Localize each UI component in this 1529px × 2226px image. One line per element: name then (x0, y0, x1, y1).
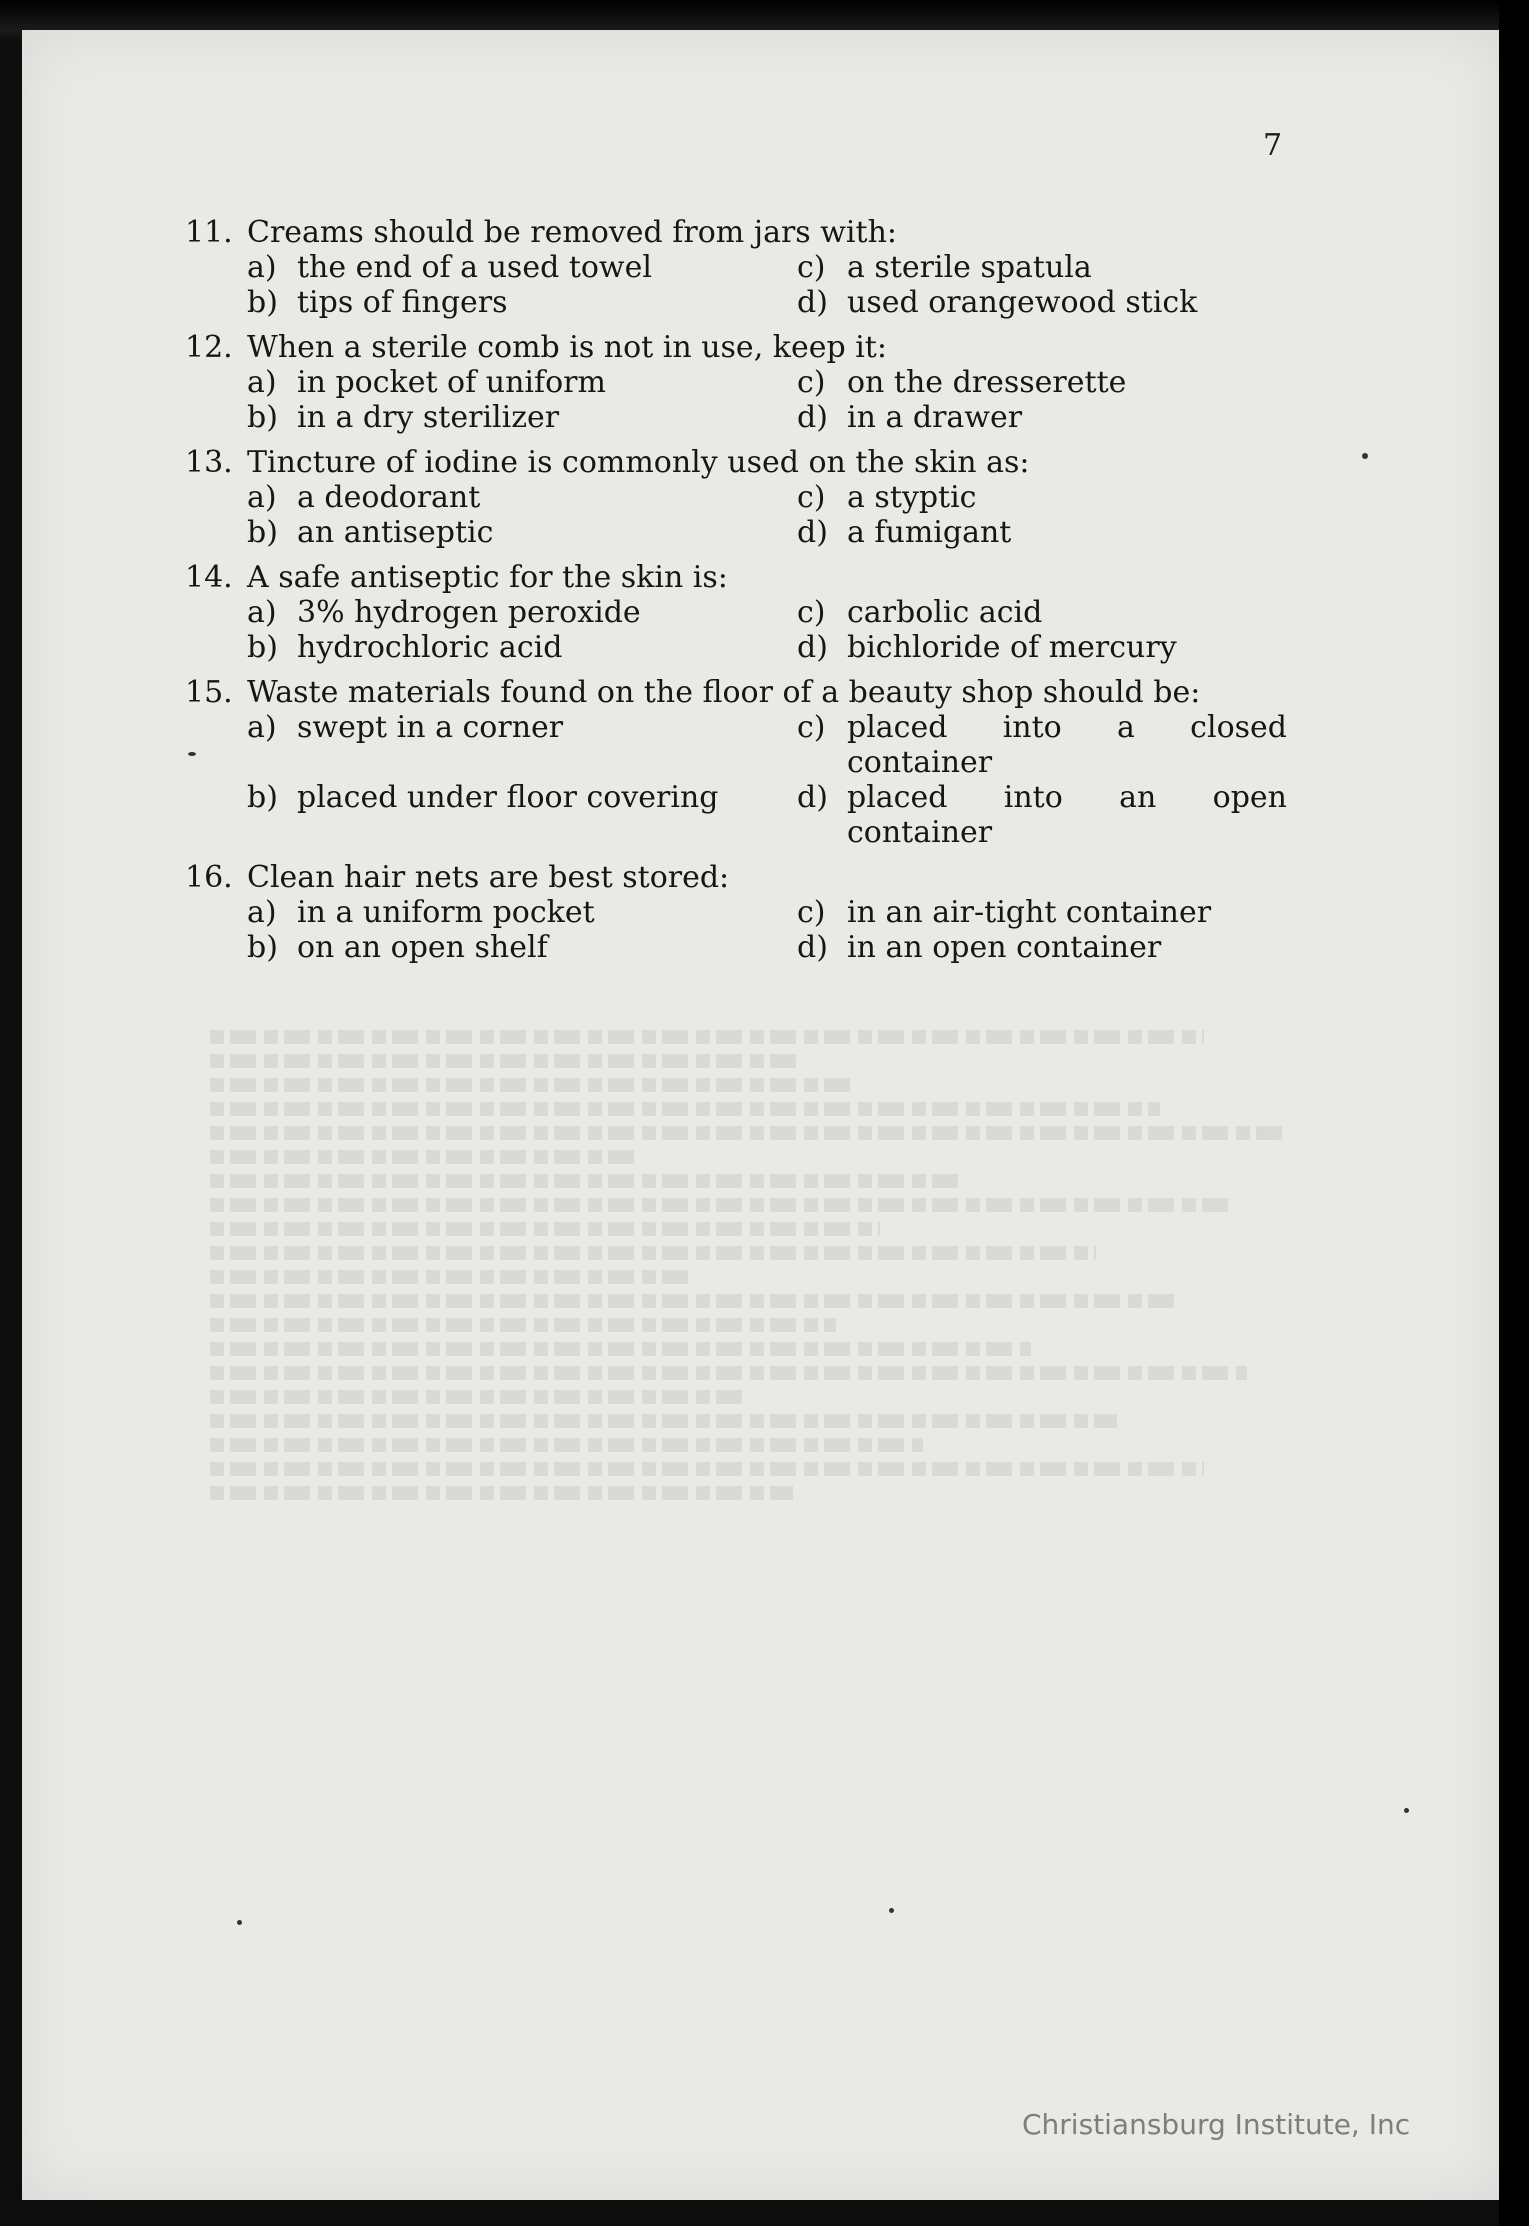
option-text: an antiseptic (297, 515, 494, 550)
option-text: a fumigant (847, 515, 1012, 550)
question-number: 14. (185, 560, 233, 595)
option-letter: b) (247, 930, 278, 965)
option-b (247, 285, 797, 320)
option-text: a deodorant (297, 480, 481, 515)
option-c (797, 895, 1287, 930)
question-stem: When a sterile comb is not in use, keep it: (247, 330, 887, 365)
paper-speck (889, 1908, 894, 1913)
option-d (797, 930, 1287, 965)
option-b (247, 630, 797, 665)
question-15 (185, 675, 1295, 850)
question-number: 13. (185, 445, 233, 480)
option-d (797, 400, 1287, 435)
page-number: 7 (1263, 128, 1283, 163)
option-letter: b) (247, 285, 278, 320)
question-14 (185, 560, 1295, 665)
option-text: in pocket of uniform (297, 365, 606, 400)
option-text: in a uniform pocket (297, 895, 595, 930)
option-letter: d) (797, 515, 828, 550)
option-b (247, 515, 797, 550)
option-letter: c) (797, 365, 826, 400)
option-text: swept in a corner (297, 710, 564, 745)
scan-right-edge (1499, 0, 1529, 2226)
option-letter: a) (247, 480, 277, 515)
option-letter: c) (797, 480, 826, 515)
question-number: 15. (185, 675, 233, 710)
question-stem: Tincture of iodine is commonly used on the skin as: (247, 445, 1030, 480)
option-d (797, 515, 1287, 550)
paper-speck (188, 752, 196, 756)
question-stem: Clean hair nets are best stored: (247, 860, 730, 895)
option-a (247, 365, 797, 400)
option-d (797, 630, 1287, 665)
question-number: 16. (185, 860, 233, 895)
option-text: on an open shelf (297, 930, 548, 965)
option-d (797, 285, 1287, 320)
option-letter: d) (797, 285, 828, 320)
option-letter: a) (247, 365, 277, 400)
option-text: placed into a closed container (847, 710, 1287, 780)
option-text: the end of a used towel (297, 250, 652, 285)
option-text: used orangewood stick (847, 285, 1198, 320)
option-letter: a) (247, 710, 277, 745)
option-a (247, 895, 797, 930)
option-c (797, 480, 1287, 515)
option-letter: a) (247, 250, 277, 285)
option-a (247, 595, 797, 630)
watermark-text: Christiansburg Institute, Inc (1022, 2108, 1411, 2141)
option-b (247, 400, 797, 435)
option-b (247, 930, 797, 965)
option-a (247, 480, 797, 515)
option-letter: b) (247, 780, 278, 815)
option-letter: d) (797, 780, 828, 815)
option-c (797, 250, 1287, 285)
question-number: 11. (185, 215, 233, 250)
paper-speck (1404, 1808, 1409, 1813)
question-12 (185, 330, 1295, 435)
option-text: placed under floor covering (297, 780, 719, 815)
option-b (247, 780, 797, 850)
question-13 (185, 445, 1295, 550)
option-text: in a dry sterilizer (297, 400, 560, 435)
option-text: placed into an open container (847, 780, 1287, 850)
question-stem: Creams should be removed from jars with: (247, 215, 897, 250)
option-letter: c) (797, 250, 826, 285)
option-letter: b) (247, 400, 278, 435)
option-letter: c) (797, 595, 826, 630)
option-a (247, 250, 797, 285)
option-c (797, 710, 1287, 780)
option-letter: a) (247, 895, 277, 930)
option-letter: c) (797, 895, 826, 930)
option-text: 3% hydrogen peroxide (297, 595, 641, 630)
option-c (797, 595, 1287, 630)
option-letter: d) (797, 630, 828, 665)
option-letter: a) (247, 595, 277, 630)
question-11 (185, 215, 1295, 320)
reverse-side-bleed-through (210, 1020, 1290, 2020)
question-stem: A safe antiseptic for the skin is: (247, 560, 728, 595)
option-letter: b) (247, 515, 278, 550)
paper-speck (1362, 453, 1368, 459)
option-letter: d) (797, 930, 828, 965)
option-text: hydrochloric acid (297, 630, 563, 665)
question-list (185, 215, 1295, 975)
option-text: on the dresserette (847, 365, 1127, 400)
option-text: a styptic (847, 480, 977, 515)
option-letter: c) (797, 710, 826, 745)
option-letter: b) (247, 630, 278, 665)
option-letter: d) (797, 400, 828, 435)
question-stem: Waste materials found on the floor of a beauty shop should be: (247, 675, 1201, 710)
option-text: tips of fingers (297, 285, 508, 320)
option-c (797, 365, 1287, 400)
paper-speck (237, 1920, 242, 1925)
option-text: in an air-tight container (847, 895, 1212, 930)
option-text: a sterile spatula (847, 250, 1092, 285)
option-text: bichloride of mercury (847, 630, 1177, 665)
option-a (247, 710, 797, 780)
question-number: 12. (185, 330, 233, 365)
option-text: in an open container (847, 930, 1162, 965)
option-text: carbolic acid (847, 595, 1043, 630)
option-text: in a drawer (847, 400, 1023, 435)
question-16 (185, 860, 1295, 965)
option-d (797, 780, 1287, 850)
